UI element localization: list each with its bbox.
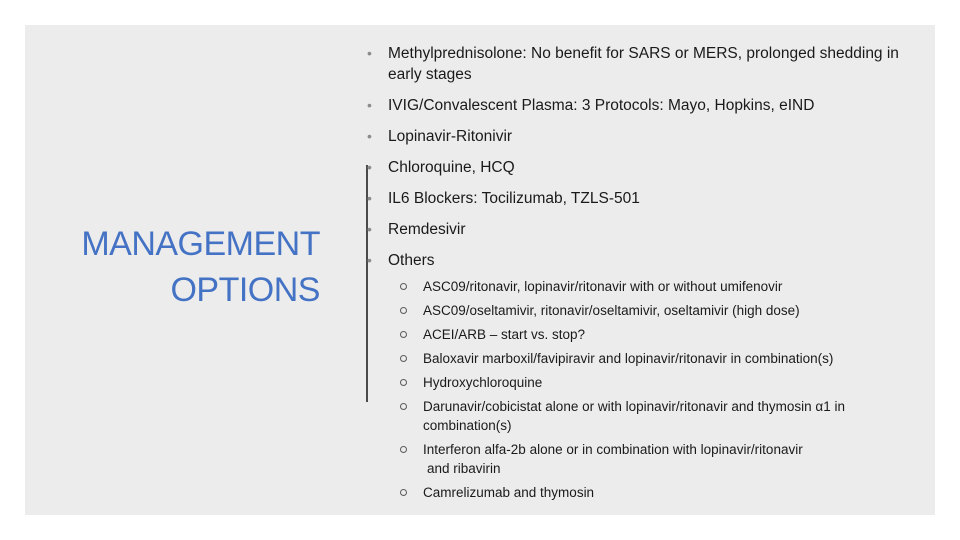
sub-bullet-item (388, 277, 935, 296)
hollow-circle-icon (400, 283, 407, 290)
bullet-item (365, 95, 935, 116)
title-line-2: OPTIONS (170, 271, 320, 309)
bullet-dot-icon: • (367, 45, 372, 61)
title-line-1: MANAGEMENT (81, 225, 320, 263)
hollow-circle-icon (400, 355, 407, 362)
sub-bullet-item (388, 349, 935, 368)
bullet-dot-icon: • (367, 190, 372, 206)
bullet-text: Methylprednisolone: No benefit for SARS or MERS, prolonged shedding in early stages (388, 45, 899, 83)
sub-bullet-item (388, 397, 935, 435)
hollow-circle-icon (400, 379, 407, 386)
sub-bullet-text-line-2: and ribavirin (427, 461, 501, 476)
bullet-item (365, 43, 935, 85)
sub-bullet-text: ASC09/ritonavir, lopinavir/ritonavir with or without umifenovir (423, 279, 783, 294)
hollow-circle-icon (400, 331, 407, 338)
bullet-dot-icon: • (367, 97, 372, 113)
hollow-circle-icon (400, 307, 407, 314)
bullet-list (365, 43, 935, 507)
bullet-text: Lopinavir-Ritonivir (388, 128, 513, 145)
bullet-item (365, 188, 935, 209)
sub-bullet-text: Camrelizumab and thymosin (423, 485, 595, 500)
hollow-circle-icon (400, 446, 407, 453)
sub-bullet-text-line-1: Interferon alfa-2b alone or in combination with lopinavir/ritonavir (423, 442, 803, 457)
sub-bullet-text: ASC09/oseltamivir, ritonavir/oseltamivir, oseltamivir (high dose) (423, 303, 800, 318)
sub-bullet-item (388, 373, 935, 392)
sub-bullet-item (388, 325, 935, 344)
bullet-text: IL6 Blockers: Tocilizumab, TZLS-501 (388, 190, 640, 207)
hollow-circle-icon (400, 403, 407, 410)
bullet-dot-icon: • (367, 221, 372, 237)
sub-bullet-item (388, 440, 935, 478)
bullet-item (365, 219, 935, 240)
bullet-item (365, 126, 935, 147)
bullet-item (365, 157, 935, 178)
sub-bullet-text: Darunavir/cobicistat alone or with lopinavir/ritonavir and thymosin α1 in combination(s) (423, 399, 846, 433)
bullet-text: Remdesivir (388, 221, 466, 238)
sub-bullet-item (388, 301, 935, 320)
bullet-text: Others (388, 252, 435, 269)
bullet-text: IVIG/Convalescent Plasma: 3 Protocols: Mayo, Hopkins, eIND (388, 97, 815, 114)
sub-bullet-text: Hydroxychloroquine (423, 375, 543, 390)
bullet-dot-icon: • (367, 159, 372, 175)
bullet-dot-icon: • (367, 252, 372, 268)
bullet-dot-icon: • (367, 128, 372, 144)
sub-bullet-item (388, 483, 935, 502)
bullet-text: Chloroquine, HCQ (388, 159, 515, 176)
bullet-item-others (365, 250, 935, 271)
sub-bullet-text: ACEI/ARB – start vs. stop? (423, 327, 586, 342)
slide-title (55, 221, 320, 313)
others-sublist (365, 277, 935, 502)
hollow-circle-icon (400, 489, 407, 496)
sub-bullet-text: Baloxavir marboxil/favipiravir and lopinavir/ritonavir in combination(s) (423, 351, 834, 366)
slide (25, 25, 935, 515)
